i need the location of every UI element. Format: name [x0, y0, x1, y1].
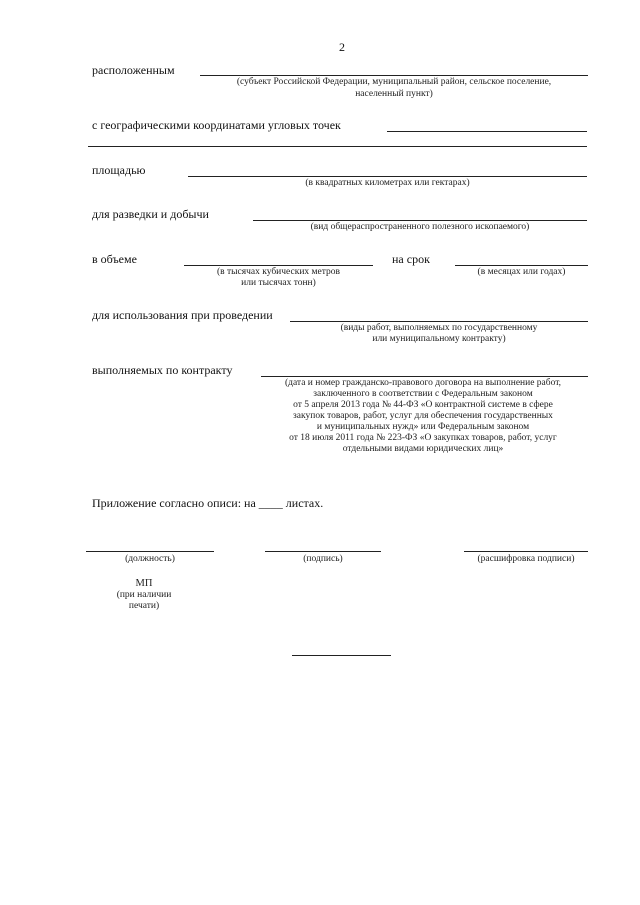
- stamp-note-2: печати): [128, 601, 160, 611]
- contract-caption-line: закупок товаров, работ, услуг для обеспечения государственных: [293, 411, 553, 421]
- coordinates-input-line[interactable]: [387, 131, 587, 132]
- mineral-caption: (вид общераспространенного полезного ископаемого): [310, 222, 530, 232]
- contract-caption-line: заключенного в соответствии с Федеральным законом: [313, 389, 533, 399]
- usage-label: для использования при проведении: [92, 308, 273, 322]
- stamp-mp: МП: [135, 578, 153, 589]
- usage-caption-2: или муниципальному контракту): [372, 334, 506, 344]
- area-label: площадью: [92, 163, 146, 177]
- page-number: 2: [339, 40, 345, 54]
- usage-input-line[interactable]: [290, 321, 588, 322]
- location-label: расположенным: [92, 63, 175, 77]
- contract-caption: [250, 378, 596, 455]
- mineral-input-line[interactable]: [253, 220, 587, 221]
- mineral-label: для разведки и добычи: [92, 207, 209, 221]
- attachment-statement: Приложение согласно описи: на ____ листах.: [92, 496, 324, 510]
- location-caption-2: населенный пункт): [355, 89, 433, 99]
- end-divider: [292, 655, 391, 656]
- position-caption: (должность): [125, 554, 175, 564]
- contract-caption-line: и муниципальных нужд» или Федеральным законом: [316, 422, 530, 432]
- contract-label: выполняемых по контракту: [92, 363, 233, 377]
- term-caption: (в месяцах или годах): [477, 267, 566, 277]
- location-input-line[interactable]: [200, 75, 588, 76]
- volume-caption-1: (в тысячах кубических метров: [216, 267, 341, 277]
- coordinates-input-line-2[interactable]: [88, 146, 587, 147]
- contract-caption-line: от 5 апреля 2013 года № 44-ФЗ «О контрактной системе в сфере: [293, 400, 553, 410]
- contract-caption-line: от 18 июля 2011 года № 223-ФЗ «О закупках товаров, работ, услуг: [289, 433, 557, 443]
- name-line[interactable]: [464, 551, 588, 552]
- volume-caption-2: или тысячах тонн): [241, 278, 316, 288]
- volume-input-line[interactable]: [184, 265, 373, 266]
- contract-caption-line: отдельными видами юридических лиц»: [342, 444, 504, 454]
- name-caption: (расшифровка подписи): [477, 554, 575, 564]
- signature-caption: (подпись): [303, 554, 343, 564]
- signature-line[interactable]: [265, 551, 381, 552]
- position-line[interactable]: [86, 551, 214, 552]
- term-input-line[interactable]: [455, 265, 588, 266]
- area-caption: (в квадратных километрах или гектарах): [305, 178, 470, 188]
- area-input-line[interactable]: [188, 176, 587, 177]
- volume-label: в объеме: [92, 252, 137, 266]
- contract-caption-line: (дата и номер гражданско-правового договора на выполнение работ,: [284, 378, 562, 388]
- stamp-note-1: (при наличии: [116, 590, 172, 600]
- usage-caption-1: (виды работ, выполняемых по государственному: [340, 323, 538, 333]
- location-caption-1: (субъект Российской Федерации, муниципальный район, сельское поселение,: [236, 77, 552, 87]
- contract-input-line[interactable]: [261, 376, 588, 377]
- term-label: на срок: [392, 252, 430, 266]
- coordinates-label: с географическими координатами угловых точек: [92, 118, 341, 132]
